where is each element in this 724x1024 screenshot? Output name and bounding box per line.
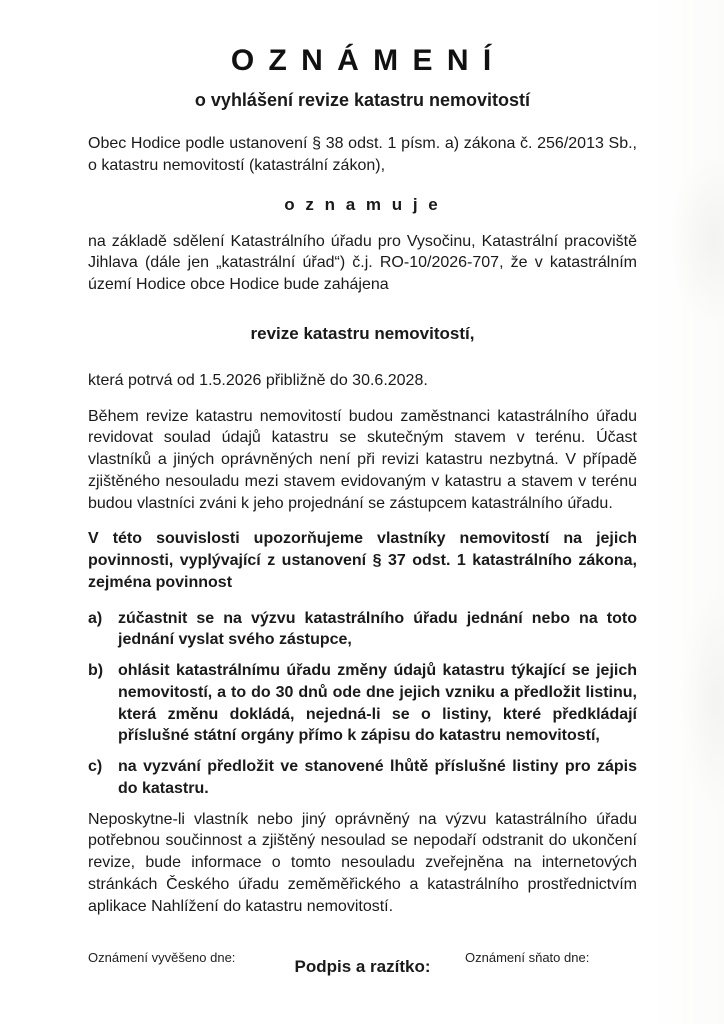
paragraph-revision-process: Během revize katastru nemovitostí budou zaměstnanci katastrálního úřadu revidovat soulad údajů katastru se skutečným stavem v terénu. Účast vlastníků a jiných oprávněných není při revizi katastru nezbytná. V případě zjištěného nesouladu mezi stavem evidovaným v katastru a stavem v terénu budou vlastníci zváni k jeho projednání se zástupcem katastrálního úřadu. <box>88 407 637 512</box>
list-item <box>88 756 637 800</box>
paragraph-duration: která potrvá od 1.5.2026 přibližně do 30.6.2028. <box>88 371 428 389</box>
list-item-marker: a) <box>88 609 103 627</box>
paragraph-legal-basis: na základě sdělení Katastrálního úřadu pro Vysočinu, Katastrální pracoviště Jihlava (dále jen „katastrální úřad“) č.j. RO-10/2026-707, že v katastrálním území Hodice obce Hodice bude zahájena <box>88 232 637 293</box>
list-item <box>88 608 637 652</box>
list-item <box>88 660 637 747</box>
paragraph-intro: Obec Hodice podle ustanovení § 38 odst. 1 písm. a) zákona č. 256/2013 Sb., o katastru nemovitostí (katastrální zákon), <box>88 135 637 174</box>
document-subtitle: o vyhlášení revize katastru nemovitostí <box>194 90 531 110</box>
obligation-list <box>88 608 637 800</box>
list-item-marker: b) <box>88 662 104 679</box>
paragraph-owner-obligations: V této souvislosti upozorňujeme vlastníky nemovitostí na jejich povinnosti, vyplývající z ustanovení § 37 odst. 1 katastrálního zákona, zejména povinnost <box>88 530 637 591</box>
list-item-text: na vyzvání předložit ve stanovené lhůtě příslušné listiny pro zápis do katastru. <box>118 758 637 797</box>
list-item-text: ohlásit katastrálnímu úřadu změny údajů katastru týkající se jejich nemovitostí, a to do 30 dnů ode dne jejich vzniku a předložit listinu, která změnu dokládá, nejedná-li se o listiny, které předkládají příslušné státní orgány přímo k zápisu do katastru nemovitostí, <box>118 662 637 745</box>
document-title: O Z N Á M E N Í <box>230 44 495 77</box>
list-item-marker: c) <box>88 758 103 775</box>
heading-revision: revize katastru nemovitostí, <box>250 323 475 343</box>
announce-word: o z n a m u j e <box>284 194 441 214</box>
list-item-text: zúčastnit se na výzvu katastrálního úřadu jednání nebo na toto jednání vyslat svého zástupce, <box>118 609 637 649</box>
removed-date-label: Oznámení sňato dne: <box>465 950 590 965</box>
posted-date-label: Oznámení vyvěšeno dne: <box>88 950 236 965</box>
heading-signature-stamp: Podpis a razítko: <box>294 957 431 977</box>
paragraph-noncompliance: Neposkytne-li vlastník nebo jiný oprávněný na výzvu katastrálního úřadu potřebnou součinnost a zjištěný nesoulad se nepodaří odstranit do ukončení revize, bude informace o tomto nesouladu zveřejněna na internetových stránkách Českého úřadu zeměměřického a katastrálního prostřednictvím aplikace Nahlížení do katastru nemovitostí. <box>88 810 637 915</box>
